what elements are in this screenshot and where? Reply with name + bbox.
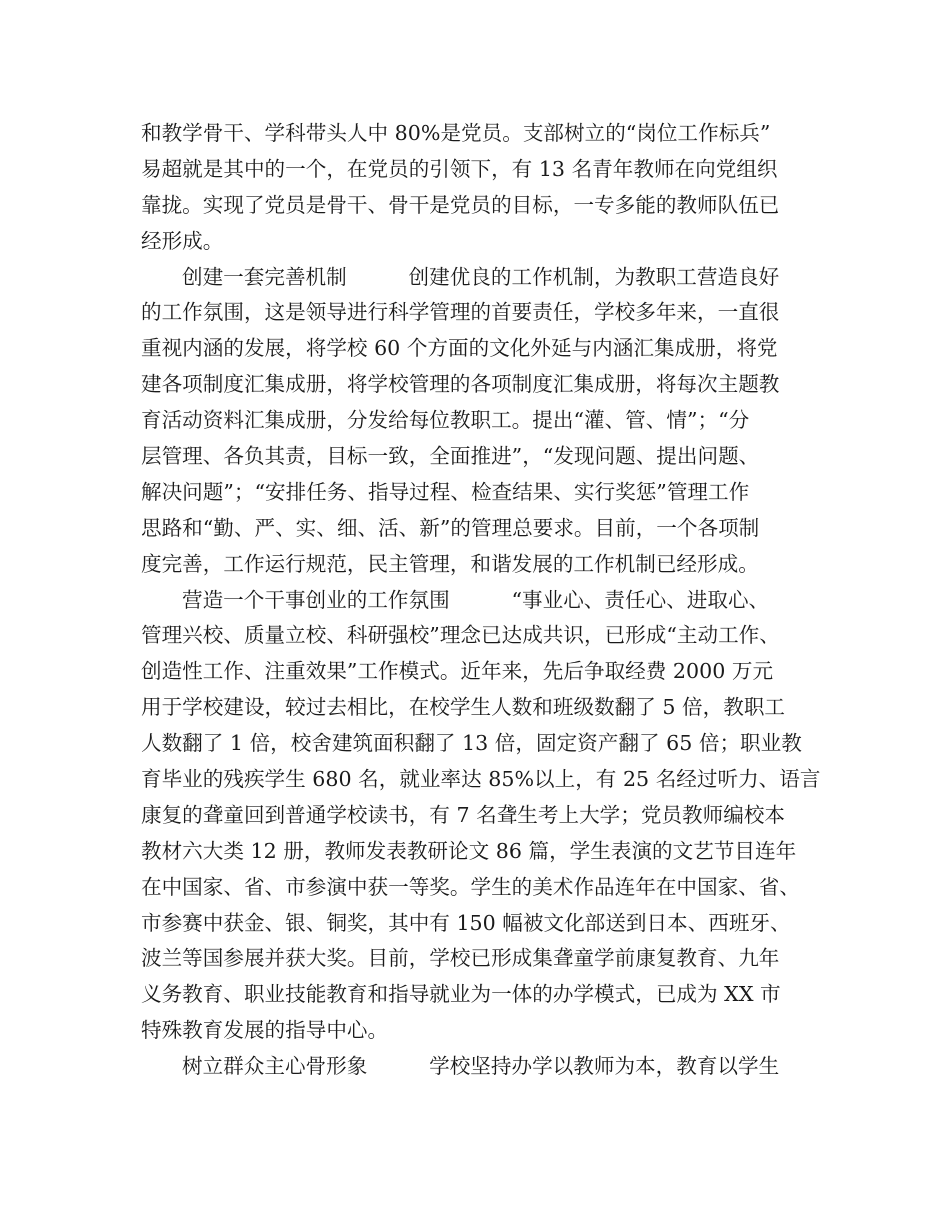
text-line: 重视内涵的发展，将学校 60 个方面的文化外延与内涵汇集成册，将党 (141, 336, 778, 361)
text-line: 康复的聋童回到普通学校读书，有 7 名聋生考上大学；党员教师编校本 (141, 802, 786, 827)
text-line: 教材六大类 12 册，教师发表教研论文 86 篇，学生表演的文艺节目连年 (141, 838, 797, 863)
body-text (141, 116, 821, 1085)
text-line: 市参赛中获金、银、铜奖，其中有 150 幅被文化部送到日本、西班牙、 (141, 910, 791, 935)
text-line: 波兰等国参展并获大奖。目前，学校已形成集聋童学前康复教育、九年 (141, 946, 780, 971)
text-line: 靠拢。实现了党员是骨干、骨干是党员的目标，一专多能的教师队伍已 (141, 192, 780, 217)
text-line: 特殊教育发展的指导中心。 (141, 1018, 389, 1043)
text-line: 义务教育、职业技能教育和指导就业为一体的办学模式，已成为 XX 市 (141, 982, 781, 1007)
text-line: 易超就是其中的一个，在党员的引领下，有 13 名青年教师在向党组织 (141, 156, 778, 181)
text-line: 建各项制度汇集成册，将学校管理的各项制度汇集成册，将每次主题教 (141, 372, 780, 397)
text-line: 的工作氛围，这是领导进行科学管理的首要责任，学校多年来，一直很 (141, 300, 780, 325)
text-line: 在中国家、省、市参演中获一等奖。学生的美术作品连年在中国家、省、 (141, 874, 800, 899)
text-line: 育毕业的残疾学生 680 名，就业率达 85%以上，有 25 名经过听力、语言 (141, 767, 821, 792)
text-line: 经形成。 (141, 228, 224, 253)
text-line: 解决问题”；“安排任务、指导过程、检查结果、实行奖惩”管理工作 (141, 479, 750, 504)
text-line: 度完善，工作运行规范，民主管理，和谐发展的工作机制已经形成。 (141, 551, 759, 576)
text-line: 思路和“勤、严、实、细、活、新”的管理总要求。目前，一个各项制 (141, 515, 760, 540)
text-line: 用于学校建设，较过去相比，在校学生人数和班级数翻了 5 倍，教职工 (141, 695, 786, 720)
section-heading-line: 创建一套完善机制 创建优良的工作机制，为教职工营造良好 (182, 264, 780, 289)
section-heading-line: 树立群众主心骨形象 学校坚持办学以教师为本，教育以学生 (182, 1054, 780, 1079)
text-line: 人数翻了 1 倍，校舍建筑面积翻了 13 倍，固定资产翻了 65 倍；职业教 (141, 731, 802, 756)
text-line: 和教学骨干、学科带头人中 80%是党员。支部树立的“岗位工作标兵” (141, 121, 771, 145)
text-line: 育活动资料汇集成册，分发给每位教职工。提出“灌、管、情”；“分 (141, 408, 750, 433)
text-line: 管理兴校、质量立校、科研强校”理念已达成共识，已形成“主动工作、 (141, 623, 780, 648)
text-line: 创造性工作、注重效果”工作模式。近年来，先后争取经费 2000 万元 (141, 659, 774, 684)
section-heading-line: 营造一个干事创业的工作氛围 “事业心、责任心、进取心、 (182, 587, 770, 612)
text-line: 层管理、各负其责，目标一致，全面推进”，“发现问题、提出问题、 (141, 444, 760, 469)
